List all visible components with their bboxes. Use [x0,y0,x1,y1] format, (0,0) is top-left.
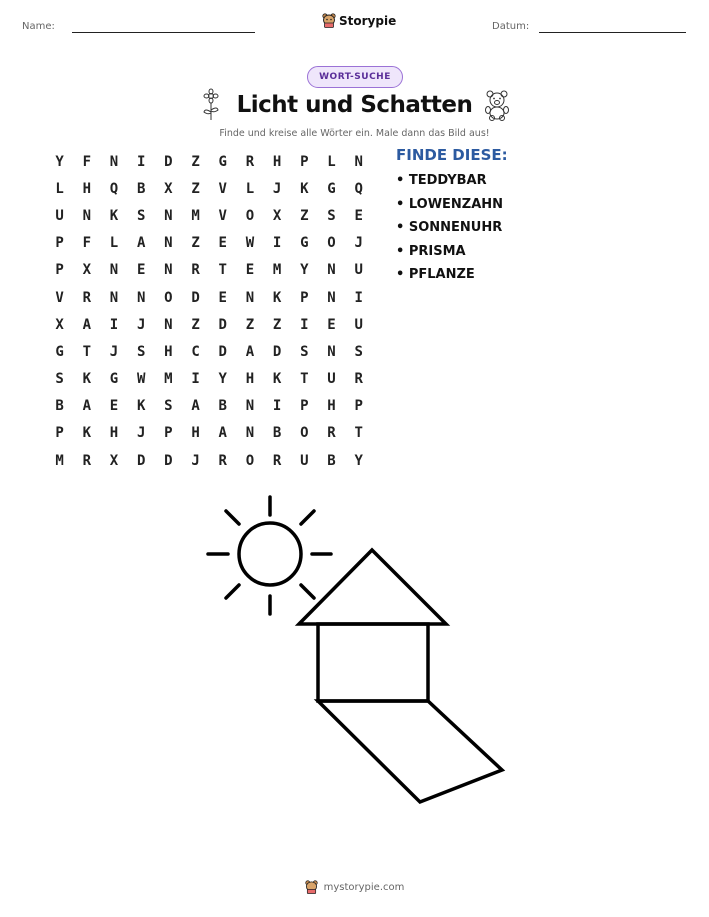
grid-cell[interactable]: D [218,316,227,333]
grid-cell[interactable]: U [327,371,336,388]
grid-cell[interactable]: N [327,343,336,360]
grid-cell[interactable]: X [272,207,282,224]
grid-cell[interactable]: G [327,180,336,197]
grid-cell[interactable]: G [55,343,64,360]
grid-cell[interactable]: H [109,425,119,442]
grid-cell[interactable]: K [109,207,119,224]
grid-cell[interactable]: S [300,343,309,360]
grid-cell[interactable]: Z [300,207,309,224]
grid-cell[interactable]: O [164,289,173,306]
grid-cell[interactable]: N [164,207,173,224]
grid-cell[interactable]: R [327,425,336,442]
grid-cell[interactable]: X [109,452,119,469]
grid-cell[interactable]: P [354,398,363,415]
grid-cell[interactable]: N [245,425,255,442]
date-label: Datum: [492,21,530,32]
grid-cell[interactable]: K [136,398,146,415]
grid-cell[interactable]: U [354,316,363,333]
date-line [539,32,686,33]
grid-cell[interactable]: Y [218,371,227,388]
grid-cell[interactable]: I [354,289,363,306]
word-list [396,172,503,290]
grid-cell[interactable]: O [245,207,255,224]
grid-cell[interactable]: M [272,262,282,279]
coloring-picture [200,490,510,810]
brand-logo [322,13,396,28]
grid-cell[interactable]: S [327,207,336,224]
word-list-item: • PRISMA [396,243,466,259]
grid-cell[interactable]: G [218,153,227,170]
word-list-item: • LOWENZAHN [396,196,504,212]
storypie-logo-icon [322,13,336,28]
grid-cell[interactable]: D [218,343,227,360]
grid-cell[interactable]: S [354,343,363,360]
grid-cell[interactable]: R [354,371,363,388]
grid-cell[interactable]: K [82,425,91,442]
grid-cell[interactable]: V [218,180,227,197]
grid-cell[interactable]: E [218,235,227,252]
grid-cell[interactable]: P [300,153,309,170]
grid-cell[interactable]: I [300,316,309,333]
teddy-bear-icon [483,89,511,121]
grid-cell[interactable]: Y [300,262,309,279]
grid-cell[interactable]: U [55,207,64,224]
house-shadow-drawing [318,701,502,802]
grid-cell[interactable]: M [55,452,64,469]
grid-cell[interactable]: I [272,398,282,415]
grid-cell[interactable]: N [136,289,146,306]
word-list-item: • TEDDYBAR [396,173,487,188]
instructions: Finde und kreise alle Wörter ein. Male dann das Bild aus! [219,128,490,139]
grid-cell[interactable]: H [245,371,255,388]
grid-cell[interactable]: H [191,425,200,442]
grid-cell[interactable]: K [82,371,91,388]
grid-cell[interactable]: E [136,262,146,279]
grid-cell[interactable]: U [300,452,309,469]
grid-cell[interactable]: D [164,153,173,170]
grid-cell[interactable]: N [164,262,173,279]
footer [0,880,709,894]
grid-cell[interactable]: N [109,153,119,170]
grid-cell[interactable]: B [55,398,64,415]
grid-cell[interactable]: R [272,452,282,469]
grid-cell[interactable]: B [136,180,146,197]
grid-cell[interactable]: H [164,343,173,360]
grid-cell[interactable]: I [272,235,282,252]
grid-cell[interactable]: M [191,207,200,224]
grid-cell[interactable]: X [164,180,173,197]
grid-cell[interactable]: L [55,180,64,197]
grid-cell[interactable]: R [82,452,91,469]
grid-cell[interactable]: T [218,262,227,279]
grid-cell[interactable]: K [272,371,282,388]
grid-cell[interactable]: A [82,316,91,333]
grid-cell[interactable]: Q [354,180,363,197]
grid-cell[interactable]: Y [354,452,363,469]
grid-cell[interactable]: E [245,262,255,279]
grid-cell[interactable]: U [354,262,363,279]
grid-cell[interactable]: S [136,207,146,224]
grid-cell[interactable]: E [354,207,363,224]
grid-cell[interactable]: I [191,371,200,388]
grid-cell[interactable]: H [272,153,282,170]
grid-cell[interactable]: D [272,343,282,360]
grid-cell[interactable]: R [191,262,200,279]
grid-cell[interactable]: B [218,398,227,415]
grid-cell[interactable]: A [136,235,146,252]
grid-cell[interactable]: Z [191,180,200,197]
name-label: Name: [22,21,55,32]
grid-cell[interactable]: M [164,371,173,388]
grid-cell[interactable]: T [354,425,363,442]
grid-cell[interactable]: N [354,153,363,170]
grid-cell[interactable]: O [327,235,336,252]
grid-cell[interactable]: R [245,153,255,170]
grid-cell[interactable]: N [82,207,91,224]
word-list-item: • PFLANZE [396,267,475,282]
grid-cell[interactable]: J [136,316,146,333]
find-title: FINDE DIESE: [396,146,508,164]
grid-cell[interactable]: A [82,398,91,415]
grid-cell[interactable]: J [136,425,146,442]
grid-cell[interactable]: S [55,371,64,388]
word-search-badge: WORT-SUCHE [307,66,403,88]
grid-cell[interactable]: H [82,180,91,197]
grid-cell[interactable]: N [245,398,255,415]
grid-cell[interactable]: P [55,425,64,442]
grid-cell[interactable]: S [136,343,146,360]
grid-cell[interactable]: G [109,371,119,388]
grid-cell[interactable]: N [109,262,119,279]
grid-cell[interactable]: N [327,289,336,306]
grid-cell[interactable]: I [109,316,119,333]
grid-cell[interactable]: N [164,316,173,333]
grid-cell[interactable]: S [164,398,173,415]
grid-cell[interactable]: G [300,235,309,252]
grid-cell[interactable]: A [218,425,227,442]
grid-cell[interactable]: E [327,316,336,333]
grid-cell[interactable]: J [272,180,282,197]
grid-cell[interactable]: I [136,153,146,170]
grid-cell[interactable]: B [327,452,336,469]
grid-cell[interactable]: N [164,235,173,252]
grid-cell[interactable]: O [245,452,255,469]
grid-cell[interactable]: V [55,289,64,306]
grid-cell[interactable]: Z [272,316,282,333]
grid-cell[interactable]: W [245,235,255,252]
grid-cell[interactable]: A [191,398,200,415]
grid-cell[interactable]: X [82,262,91,279]
grid-cell[interactable]: L [327,153,336,170]
grid-cell[interactable]: B [272,425,282,442]
grid-cell[interactable]: D [191,289,200,306]
sun-drawing [208,497,331,614]
grid-cell[interactable]: J [109,343,119,360]
grid-cell[interactable]: L [245,180,255,197]
grid-cell[interactable]: W [136,371,146,388]
grid-cell[interactable]: X [55,316,64,333]
grid-cell[interactable]: Z [245,316,255,333]
grid-cell[interactable]: Q [109,180,119,197]
house-drawing [299,550,446,701]
grid-cell[interactable]: F [82,235,91,252]
grid-cell[interactable]: V [218,207,227,224]
grid-cell[interactable]: J [191,452,200,469]
word-list-item: • SONNENUHR [396,220,503,235]
grid-cell[interactable]: F [82,153,91,170]
grid-cell[interactable]: K [272,289,282,306]
grid-cell[interactable]: R [218,452,227,469]
grid-cell[interactable]: K [300,180,309,197]
grid-cell[interactable]: D [164,452,173,469]
grid-cell[interactable]: Z [191,235,200,252]
grid-cell[interactable]: P [55,262,64,279]
grid-cell[interactable]: N [109,289,119,306]
grid-cell[interactable]: P [164,425,173,442]
name-line [72,32,255,33]
brand-name: Storypie [339,13,397,28]
grid-cell[interactable]: P [300,398,309,415]
grid-cell[interactable]: Z [191,153,200,170]
grid-cell[interactable]: P [300,289,309,306]
grid-cell[interactable]: H [327,398,336,415]
grid-cell[interactable]: D [136,452,146,469]
grid-cell[interactable]: P [55,235,64,252]
grid-cell[interactable]: O [300,425,309,442]
word-search-grid [46,148,372,474]
grid-cell[interactable]: Z [191,316,200,333]
page-title: Licht und Schatten [236,92,473,118]
grid-cell[interactable]: E [109,398,119,415]
grid-cell[interactable]: J [354,235,363,252]
grid-cell[interactable]: N [327,262,336,279]
storypie-logo-icon [305,880,318,894]
grid-cell[interactable]: Y [55,153,64,170]
grid-cell[interactable]: L [109,235,119,252]
grid-cell[interactable]: T [82,343,91,360]
grid-cell[interactable]: E [218,289,227,306]
grid-cell[interactable]: N [245,289,255,306]
footer-url[interactable]: mystorypie.com [323,881,405,893]
grid-cell[interactable]: C [191,343,200,360]
grid-cell[interactable]: R [82,289,91,306]
grid-cell[interactable]: A [245,343,255,360]
grid-cell[interactable]: T [300,371,309,388]
